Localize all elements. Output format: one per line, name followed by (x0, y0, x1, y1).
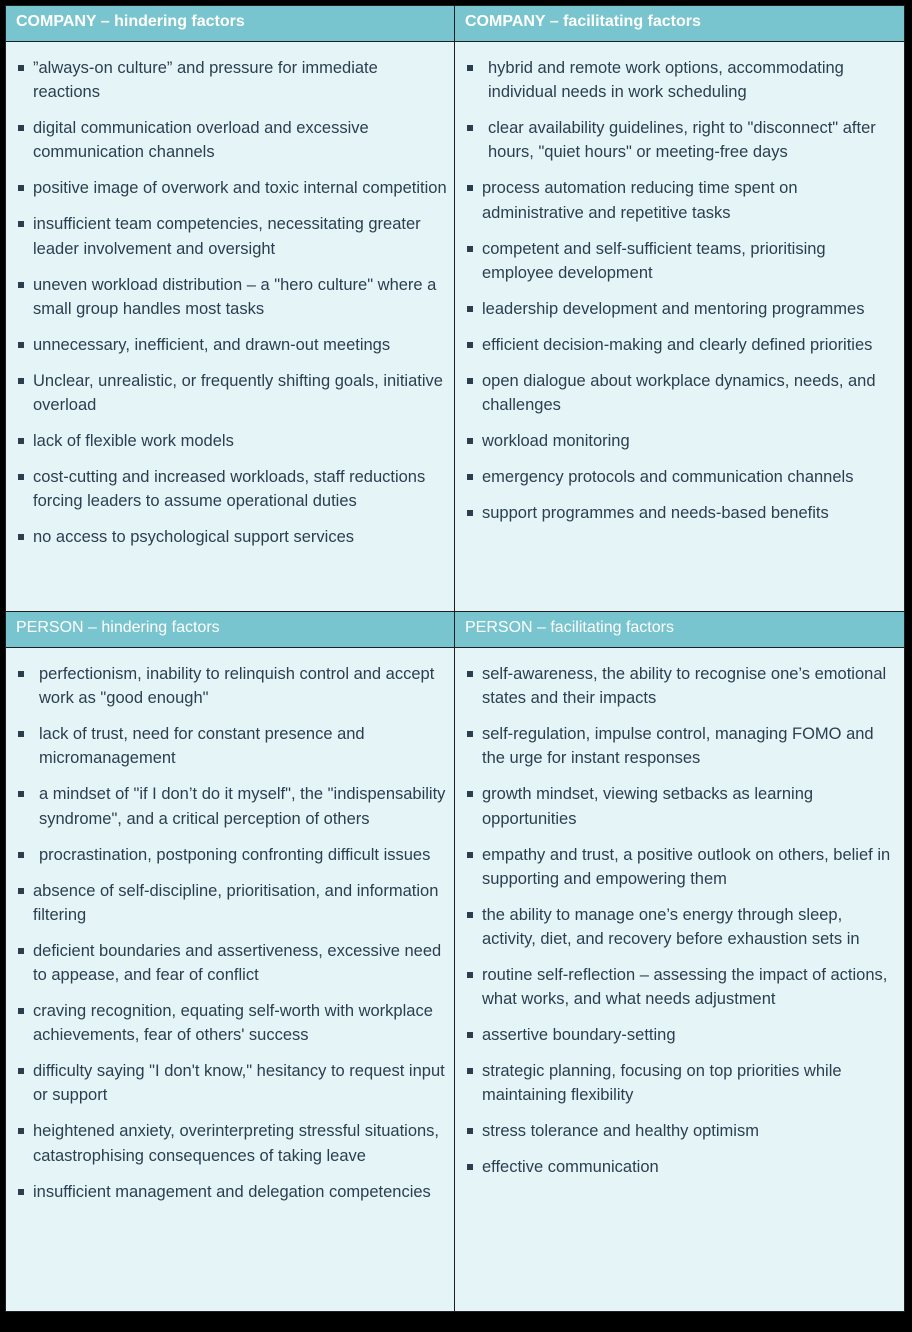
company-facilitating-cell (455, 42, 904, 612)
list-item (6, 662, 454, 710)
list-item-text: self-regulation, impulse control, managing FOMO and the urge for instant responses (482, 725, 874, 768)
square-bullet-icon (18, 731, 24, 737)
square-bullet-icon (467, 510, 473, 516)
square-bullet-icon (18, 534, 24, 540)
list-item (6, 525, 454, 549)
list-item-text: a mindset of "if I don’t do it myself", the "indispensability syndrome", and a critical perception of others (39, 785, 446, 828)
list-item (455, 782, 904, 830)
list-item (6, 212, 454, 260)
list-item-text: heightened anxiety, overinterpreting stressful situations, catastrophising consequences of taking leave (33, 1122, 440, 1165)
list-item (455, 429, 904, 453)
person-facilitating-header: PERSON – facilitating factors (455, 612, 904, 648)
list-item-text: insufficient management and delegation competencies (33, 1182, 431, 1201)
list-item-text: effective communication (482, 1158, 659, 1177)
person-facilitating-list (455, 662, 904, 1180)
list-item-text: the ability to manage one’s energy through sleep, activity, diet, and recovery before exhaustion sets in (482, 905, 860, 949)
list-item-text: strategic planning, focusing on top priorities while maintaining flexibility (482, 1062, 842, 1105)
list-item-text: routine self-reflection – assessing the impact of actions, what works, and what needs adjustment (482, 966, 888, 1009)
list-item-text: positive image of overwork and toxic internal competition (33, 179, 447, 198)
list-item-text: growth mindset, viewing setbacks as learning opportunities (482, 785, 814, 828)
list-item-text: ”always-on culture” and pressure for immediate reactions (33, 59, 378, 102)
square-bullet-icon (467, 1068, 473, 1074)
square-bullet-icon (18, 185, 24, 191)
list-item (455, 369, 904, 417)
list-item-text: absence of self-discipline, prioritisation, and information filtering (33, 881, 439, 924)
list-item (455, 176, 904, 224)
list-item (6, 116, 454, 164)
square-bullet-icon (18, 438, 24, 444)
company-facilitating-list (455, 56, 904, 525)
list-item (6, 429, 454, 453)
list-item-text: emergency protocols and communication channels (482, 468, 854, 487)
list-item-text: difficulty saying "I don't know," hesitancy to request input or support (33, 1062, 445, 1105)
company-hindering-list (6, 56, 454, 549)
list-item (6, 333, 454, 357)
list-item-text: process automation reducing time spent on administrative and repetitive tasks (482, 179, 798, 222)
list-item-text: self-awareness, the ability to recognise one’s emotional states and their impacts (482, 665, 887, 708)
square-bullet-icon (467, 1032, 473, 1038)
list-item-text: insufficient team competencies, necessitating greater leader involvement and oversight (33, 215, 421, 258)
list-item-text: lack of flexible work models (33, 432, 234, 451)
person-hindering-cell (6, 648, 455, 1311)
list-item (455, 116, 904, 164)
square-bullet-icon (467, 65, 473, 71)
list-item-text: cost-cutting and increased workloads, staff reductions forcing leaders to assume operational duties (33, 468, 426, 511)
square-bullet-icon (18, 948, 24, 954)
square-bullet-icon (18, 791, 24, 797)
square-bullet-icon (467, 342, 473, 348)
list-item-text: open dialogue about workplace dynamics, needs, and challenges (482, 371, 876, 415)
list-item (455, 56, 904, 104)
list-item-text: efficient decision-making and clearly defined priorities (482, 335, 873, 354)
person-facilitating-cell (455, 648, 904, 1311)
square-bullet-icon (467, 791, 473, 797)
list-item-text: perfectionism, inability to relinquish control and accept work as "good enough" (39, 665, 435, 708)
list-item-text: uneven workload distribution – a "hero culture" where a small group handles most tasks (33, 275, 437, 318)
list-item-text: competent and self-sufficient teams, prioritising employee development (482, 239, 826, 282)
list-item-text: Unclear, unrealistic, or frequently shifting goals, initiative overload (33, 371, 443, 415)
factors-table (5, 5, 905, 1312)
square-bullet-icon (467, 912, 473, 918)
list-item (455, 465, 904, 489)
person-hindering-list (6, 662, 454, 1204)
square-bullet-icon (467, 306, 473, 312)
square-bullet-icon (467, 246, 473, 252)
list-item (6, 1180, 454, 1204)
list-item (455, 333, 904, 357)
list-item-text: lack of trust, need for constant presence and micromanagement (39, 725, 365, 768)
square-bullet-icon (467, 438, 473, 444)
list-item-text: no access to psychological support services (33, 528, 354, 547)
list-item-text: hybrid and remote work options, accommodating individual needs in work scheduling (488, 59, 844, 102)
list-item (6, 782, 454, 830)
square-bullet-icon (18, 1189, 24, 1195)
square-bullet-icon (18, 221, 24, 227)
list-item (455, 1155, 904, 1179)
list-item-text: craving recognition, equating self-worth with workplace achievements, fear of others' success (33, 1002, 433, 1045)
list-item (455, 963, 904, 1011)
list-item (6, 1119, 454, 1167)
list-item (6, 1059, 454, 1107)
company-hindering-cell (6, 42, 455, 612)
list-item (455, 843, 904, 891)
list-item-text: empathy and trust, a positive outlook on others, belief in supporting and empowering them (482, 845, 891, 888)
square-bullet-icon (18, 378, 24, 384)
list-item (455, 1119, 904, 1143)
list-item (6, 176, 454, 200)
list-item (455, 237, 904, 285)
square-bullet-icon (18, 1008, 24, 1014)
list-item-text: deficient boundaries and assertiveness, excessive need to appease, and fear of conflict (33, 941, 442, 985)
list-item-text: unnecessary, inefficient, and drawn-out meetings (33, 335, 391, 354)
list-item (6, 879, 454, 927)
list-item (455, 722, 904, 770)
list-item-text: procrastination, postponing confronting difficult issues (39, 845, 431, 864)
company-facilitating-header: COMPANY – facilitating factors (455, 6, 904, 42)
list-item (6, 465, 454, 513)
list-item (6, 369, 454, 417)
list-item (455, 903, 904, 951)
list-item-text: leadership development and mentoring programmes (482, 299, 865, 318)
square-bullet-icon (18, 888, 24, 894)
list-item (455, 501, 904, 525)
list-item (6, 56, 454, 104)
square-bullet-icon (18, 65, 24, 71)
square-bullet-icon (18, 1128, 24, 1134)
square-bullet-icon (18, 282, 24, 288)
list-item (6, 939, 454, 987)
square-bullet-icon (18, 342, 24, 348)
list-item (455, 662, 904, 710)
list-item-text: assertive boundary-setting (482, 1026, 676, 1045)
square-bullet-icon (467, 1164, 473, 1170)
list-item (6, 273, 454, 321)
list-item-text: stress tolerance and healthy optimism (482, 1122, 759, 1141)
square-bullet-icon (467, 671, 473, 677)
square-bullet-icon (18, 852, 24, 858)
square-bullet-icon (467, 185, 473, 191)
square-bullet-icon (18, 125, 24, 131)
square-bullet-icon (467, 125, 473, 131)
list-item (6, 843, 454, 867)
square-bullet-icon (467, 1128, 473, 1134)
square-bullet-icon (467, 731, 473, 737)
square-bullet-icon (467, 474, 473, 480)
person-hindering-header: PERSON – hindering factors (6, 612, 455, 648)
list-item (6, 999, 454, 1047)
square-bullet-icon (467, 972, 473, 978)
square-bullet-icon (467, 852, 473, 858)
square-bullet-icon (18, 671, 24, 677)
company-hindering-header: COMPANY – hindering factors (6, 6, 455, 42)
square-bullet-icon (18, 1068, 24, 1074)
list-item (455, 1059, 904, 1107)
list-item-text: digital communication overload and excessive communication channels (33, 119, 369, 162)
list-item (455, 1023, 904, 1047)
list-item-text: clear availability guidelines, right to "disconnect" after hours, "quiet hours" or meeting-free days (488, 119, 876, 162)
square-bullet-icon (18, 474, 24, 480)
list-item (6, 722, 454, 770)
list-item-text: workload monitoring (482, 432, 630, 451)
square-bullet-icon (467, 378, 473, 384)
list-item (455, 297, 904, 321)
list-item-text: support programmes and needs-based benefits (482, 504, 829, 523)
